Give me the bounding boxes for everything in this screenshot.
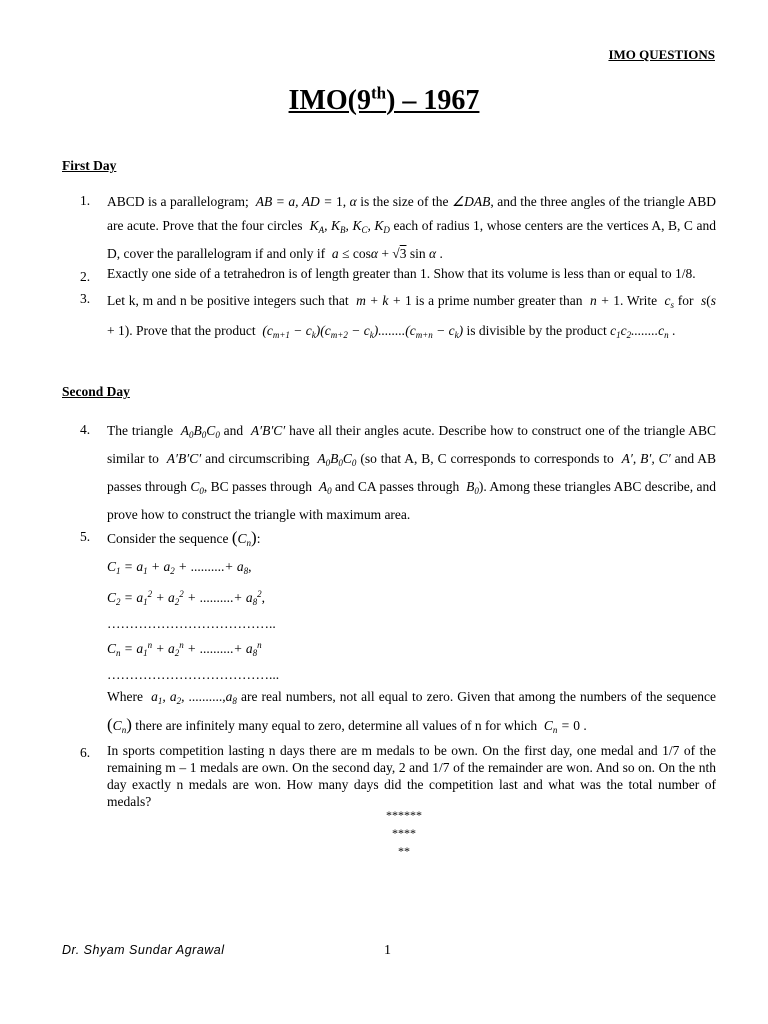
page-number: 1 [384,943,391,958]
list-item: 2. Exactly one side of a tetrahedron is of length greater than 1. Show that its volume is less than or equal to 1/8. [80,266,696,284]
list-item: 6. In sports competition lasting n days there are m medals to be own. On the first day, one medal and 1/7 of the remaining m – 1 medals are own. On the second day, 2 and 1/7 of the remainder are won. And so on. On the nth day exactly n medals are won. How many days did the competition last and what was the total number of medals? [80,743,716,809]
list-item: 1. ABCD is a parallelogram; AB = a, AD = 1, α is the size of the ∠DAB, and the three angles of the triangle ABD are acute. Prove that the four circles $K_A$, $K_B$, $K_C$, $K_D$ each of radius 1, whose centers are the vertices A, B, C and D, cover the parallelogram if and only if a ≤ cosα + √3 sin α . [80,193,717,261]
first-day-list [80,190,716,348]
first-day-heading: First Day [62,158,117,173]
end-stars: ****** **** ** [386,808,422,858]
list-item: 3. Let k, m and n be positive integers such that m + k + 1 is a prime number greater than n + 1. Write $c_s$ for s(s + 1). Prove that the product $(c_{m+1} - c_k)(c_{m+2} - c_k)........(c_{m+n} - c_k)$ is divisible by the product $c_1c_2........c_n$ . [80,291,717,340]
page-title: IMO(9th) – 1967 [288,84,480,117]
second-day-heading: Second Day [62,384,130,399]
header-label: IMO QUESTIONS [608,47,715,62]
second-day-list [80,419,716,810]
list-item: 5. Consider the sequence $(C_n)$: $C_1 = a_1 + a_2$ + ..........+ $a_8$, $C_2 = a_1^2 + a_2^2$ + ..........+ $a_8^2$, ……………………………….. $C_n = a_1^n + a_2^n$ + ..........+ $a_8^n$ ………………………………... Where $a_1$, $a_2$, $..........,a_8$ are real numbers, not all equal to zero. Given that among the numbers of the sequence $(C_n)$ there are infinitely many equal to zero, determine all values of n for which $C_n = 0$ . [80,528,716,735]
list-item: 4. The triangle $A_0B_0C_0$ and A′B′C′ have all their angles acute. Describe how to construct one of the triangle ABC similar to A′B′C′ and circumscribing $A_0B_0C_0$ (so that A, B, C corresponds to corresponds to A′, B′, C′ and AB passes through $C_0$, BC passes through $A_0$ and CA passes through $B_0$). Among these triangles ABC describe, and prove how to construct the triangle with maximum area. [80,422,717,522]
footer-author: Dr. Shyam Sundar Agrawal [62,943,225,957]
